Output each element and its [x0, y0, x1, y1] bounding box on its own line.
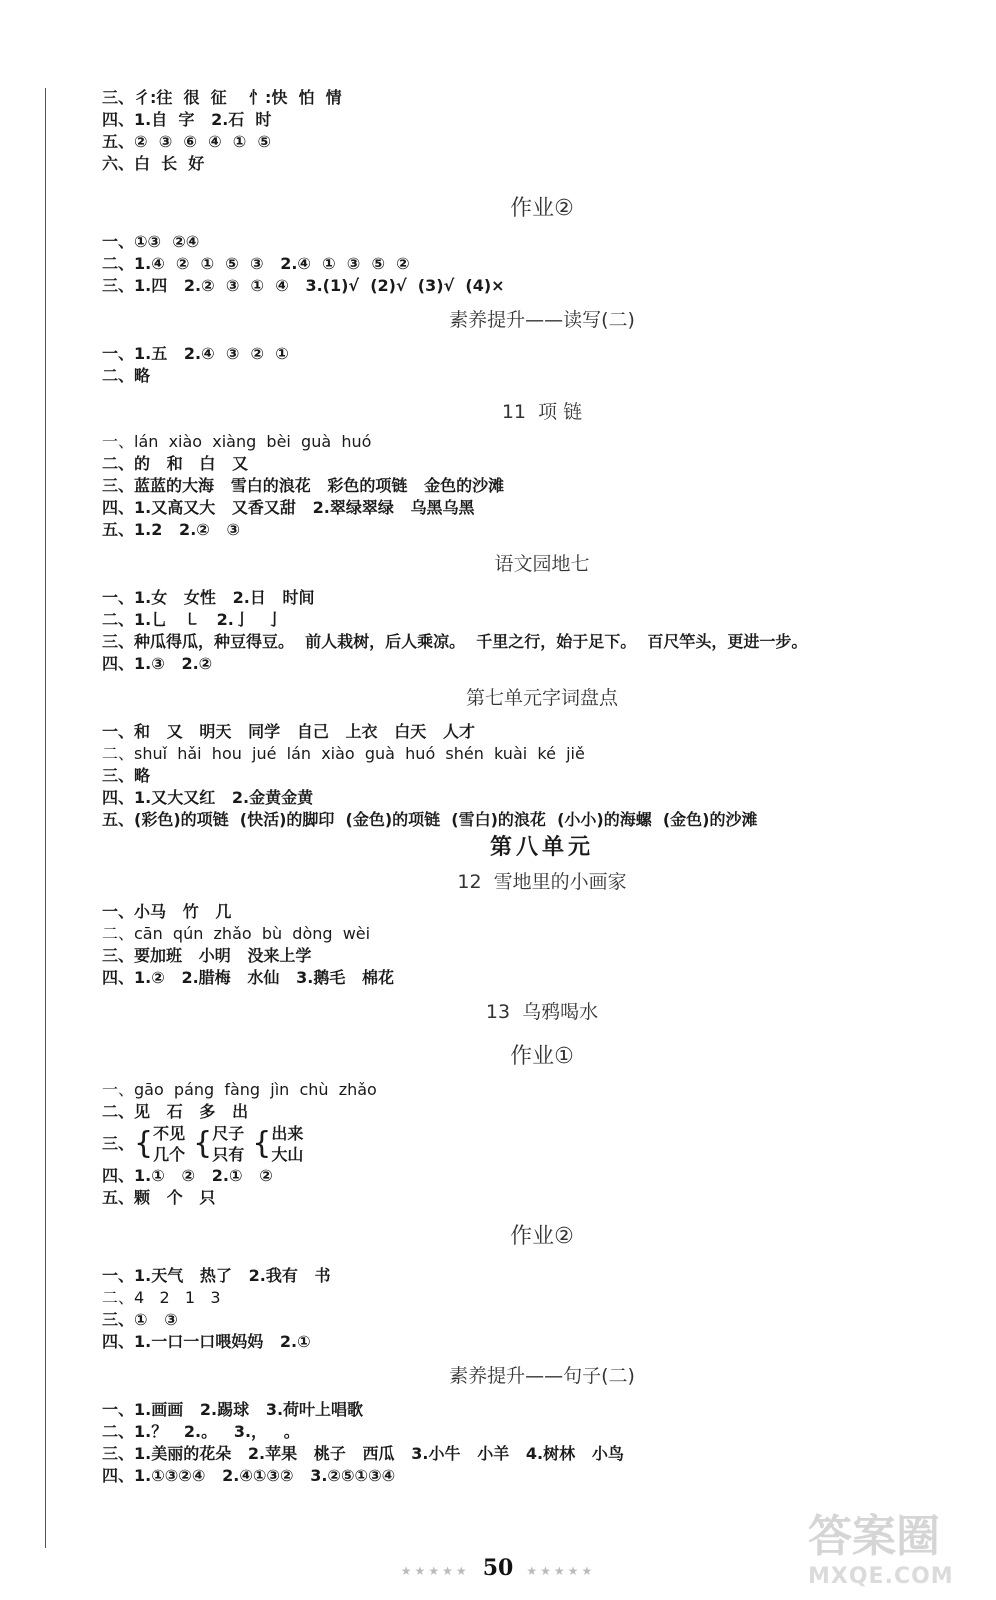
answer-line: 一、和 又 明天 同学 自己 上衣 白天 人才: [102, 722, 475, 741]
lesson-heading: 11 项 链: [501, 401, 583, 423]
answer-line: 四、1.① ② 2.① ②: [102, 1166, 273, 1185]
answer-line: 五、(彩色)的项链 (快活)的脚印 (金色)的项链 (雪白)的浪花 (小小)的海螺 (金色)的沙滩: [102, 810, 758, 829]
answer-line: 四、1.又大又红 2.金黄金黄: [102, 788, 314, 807]
answer-line: 二、见 石 多 出: [102, 1102, 249, 1121]
star-icon: ★★★★★: [400, 1564, 470, 1578]
section-heading: 素养提升——句子(二): [449, 1365, 635, 1387]
answer-line: 二、1.乚 ㇄ 2.亅 亅: [102, 610, 283, 629]
answer-line: 四、1.一口一口喂妈妈 2.①: [102, 1332, 311, 1351]
answer-line: 一、1.天气 热了 2.我有 书: [102, 1266, 331, 1285]
answer-line: 二、略: [102, 366, 151, 385]
answer-line: 三、1.美丽的花朵 2.苹果 桃子 西瓜 3.小牛 小羊 4.树林 小鸟: [102, 1444, 624, 1463]
word-pair: [271, 1123, 303, 1165]
word: 大山: [271, 1145, 304, 1164]
answer-line: 五、颗 个 只: [102, 1188, 216, 1207]
section-heading: 素养提升——读写(二): [449, 309, 635, 331]
star-icon: ★★★★★: [526, 1564, 596, 1578]
unit-heading: 第八单元: [489, 834, 594, 860]
answer-line: 二、4 2 1 3: [102, 1288, 221, 1307]
section-heading: 作业②: [510, 196, 574, 221]
answer-line: 一、1.画画 2.踢球 3.荷叶上唱歌: [102, 1400, 364, 1419]
watermark-text: 答案圈: [808, 1511, 940, 1562]
answer-line: 二、cān qún zhǎo bù dòng wèi: [102, 924, 371, 943]
section-heading: 第七单元字词盘点: [465, 687, 618, 709]
answer-line: 四、1.② 2.腊梅 水仙 3.鹅毛 棉花: [102, 968, 395, 987]
watermark-logo: [808, 1500, 978, 1590]
brace-icon: {: [134, 1126, 154, 1161]
answer-line: 二、1.？ 2.。 3.， 。: [102, 1422, 300, 1441]
answer-line: 三、1.四 2.② ③ ① ④ 3.(1)√ (2)√ (3)√ (4)×: [102, 276, 505, 295]
answer-line: 五、1.2 2.② ③: [102, 520, 241, 539]
answer-line: 四、1.又高又大 又香又甜 2.翠绿翠绿 乌黑乌黑: [102, 498, 475, 517]
answer-line: 一、1.女 女性 2.日 时间: [102, 588, 315, 607]
answer-line: 一、gāo páng fàng jìn chù zhǎo: [102, 1080, 377, 1099]
lesson-heading: 13 乌鸦喝水: [485, 1001, 599, 1023]
answer-line: 一、1.五 2.④ ③ ② ①: [102, 344, 289, 363]
answer-line: 四、1.③ 2.②: [102, 654, 213, 673]
section-heading: 作业①: [510, 1044, 574, 1069]
word-pair: [153, 1123, 185, 1165]
page-number: 50: [482, 1555, 514, 1581]
answer-line: 四、1.自 字 2.石 时: [102, 110, 272, 129]
answer-line: 三、略: [102, 766, 151, 785]
left-margin-rule: [45, 88, 46, 1548]
answer-line: 六、白 长 好: [102, 154, 205, 173]
answer-key-content: [102, 87, 982, 1487]
word: 尺子: [212, 1124, 245, 1143]
answer-line: 一、小马 竹 几: [102, 902, 232, 921]
answer-line: 二、的 和 白 又: [102, 454, 249, 473]
answer-prefix: 三、: [102, 1134, 135, 1153]
answer-line: 三、种瓜得瓜，种豆得豆。 前人栽树，后人乘凉。 千里之行，始于足下。 百尺竿头，更进一步。: [102, 632, 808, 651]
answer-line: 三、蓝蓝的大海 雪白的浪花 彩色的项链 金色的沙滩: [102, 476, 505, 495]
answer-line: 三、彳:往 很 征 忄:快 怕 情: [102, 88, 342, 107]
answer-line: 三、要加班 小明 没来上学: [102, 946, 312, 965]
answer-line: 二、shuǐ hǎi hou jué lán xiào guà huó shén kuài ké jiě: [102, 744, 585, 763]
answer-line: 一、lán xiào xiàng bèi guà huó: [102, 432, 372, 451]
answer-line-braces: [102, 1123, 982, 1165]
section-heading: 作业②: [510, 1224, 574, 1249]
section-heading: 语文园地七: [494, 553, 590, 575]
word: 出来: [271, 1124, 304, 1143]
answer-line: 三、① ③: [102, 1310, 178, 1329]
watermark-url: MXQE.COM: [808, 1564, 954, 1589]
answer-line: 五、② ③ ⑥ ④ ① ⑤: [102, 132, 271, 151]
word: 只有: [212, 1145, 245, 1164]
word: 几个: [153, 1145, 186, 1164]
brace-icon: {: [193, 1126, 213, 1161]
brace-icon: {: [252, 1126, 272, 1161]
word-pair: [212, 1123, 244, 1165]
lesson-heading: 12 雪地里的小画家: [457, 871, 627, 893]
answer-line: 四、1.①③②④ 2.④①③② 3.②⑤①③④: [102, 1466, 396, 1485]
answer-line: 一、①③ ②④: [102, 232, 200, 251]
word: 不见: [153, 1124, 186, 1143]
answer-line: 二、1.④ ② ① ⑤ ③ 2.④ ① ③ ⑤ ②: [102, 254, 410, 273]
